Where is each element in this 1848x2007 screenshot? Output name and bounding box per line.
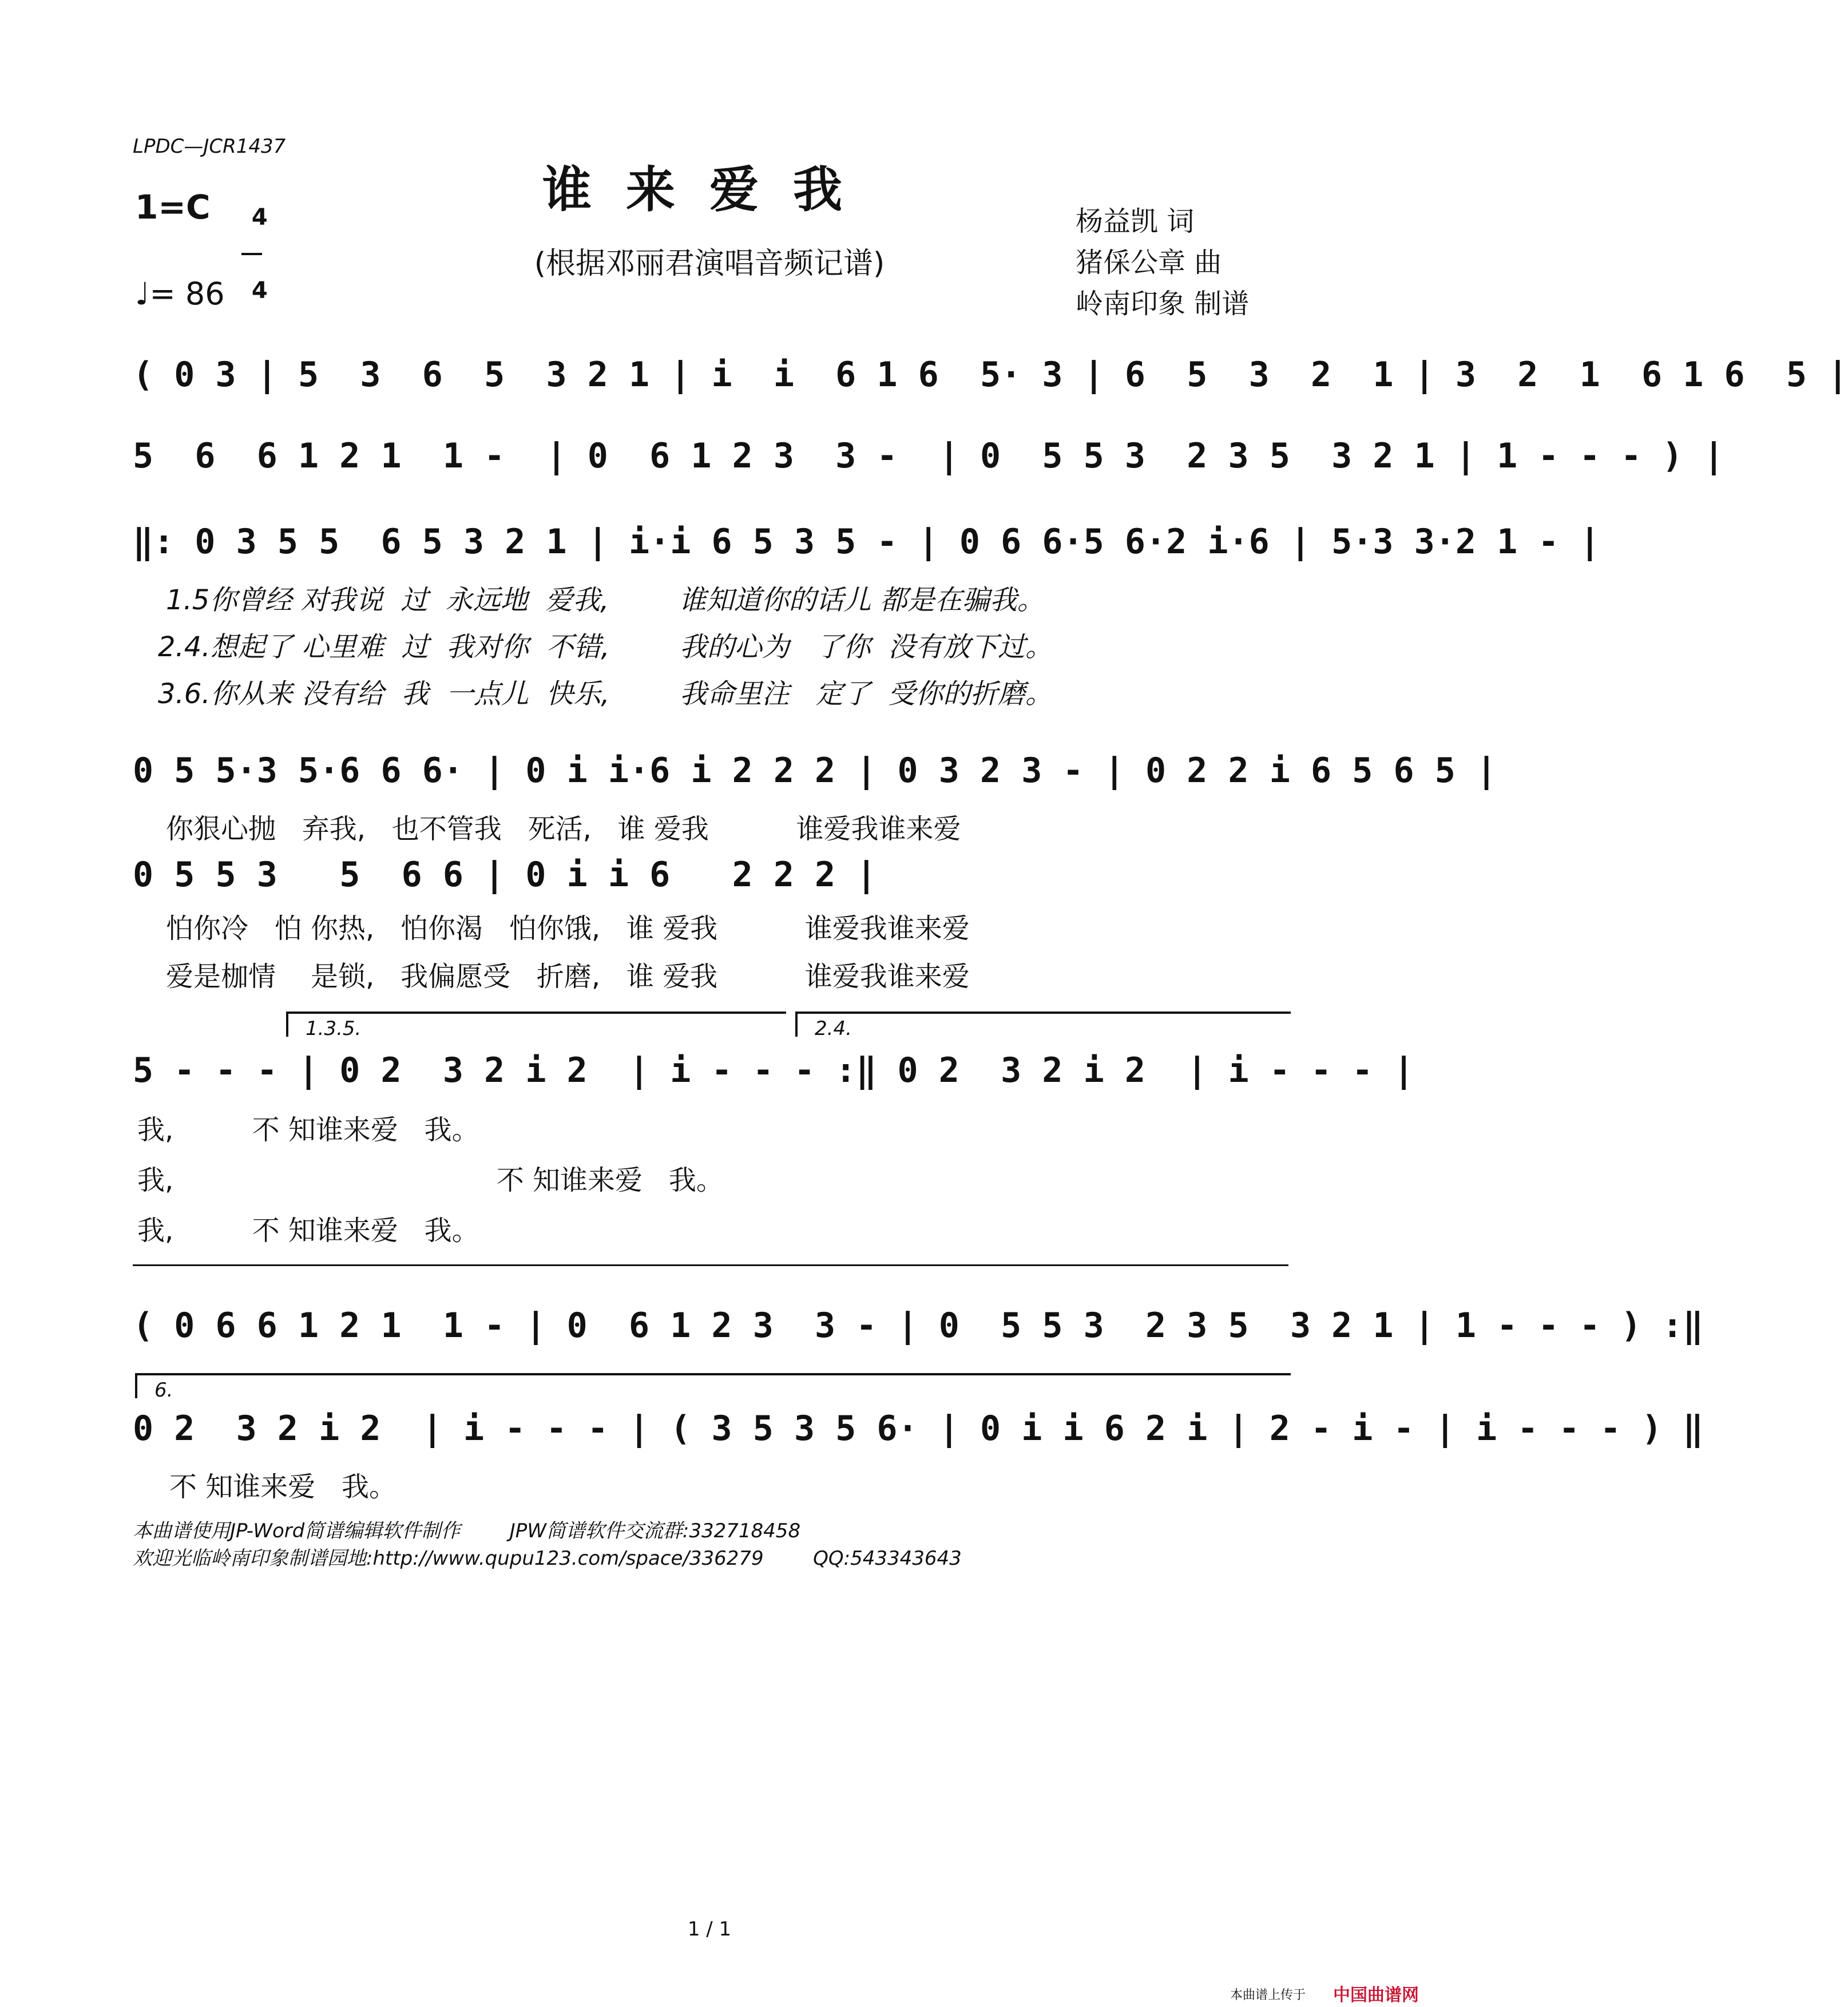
score-system-2: 5 6 6 1 2 1 1 - | 0 6 1 2 3 3 - | 0 5 5 3 2 3 5 3 2 1 | 1 - - - ) | bbox=[133, 436, 1724, 476]
lyricist-credit: 杨益凯 词 bbox=[1076, 205, 1195, 237]
arranger-credit: 岭南印象 制谱 bbox=[1076, 288, 1250, 320]
time-divider bbox=[241, 253, 262, 255]
score-system-8: 0 2 3 2 i 2 | i - - - | ( 3 5 3 5 6· | 0 i i 6 2 i | 2 - i - | i - - - ) ‖ bbox=[133, 1409, 1704, 1449]
volta-first-ending bbox=[286, 1012, 786, 1040]
page-number: 1 / 1 bbox=[687, 1918, 732, 1941]
site-logo: 中国曲谱网 bbox=[1333, 1985, 1419, 2005]
lyric-verse-2-4: 2.4.想起了 心里难 过 我对你 不错, 我的心为 了你 没有放下过。 bbox=[158, 631, 1053, 663]
key-signature: 1=C bbox=[135, 188, 211, 227]
lyric-verse-1-5: 1.5你曾经 对我说 过 永远地 爱我, 谁知道你的话儿 都是在骗我。 bbox=[166, 584, 1045, 616]
time-top: 4 bbox=[251, 204, 268, 231]
volta-sixth-label: 6. bbox=[154, 1379, 173, 1402]
lyric-chorus-line-1: 你狠心抛 弃我, 也不管我 死活, 谁 爱我 谁爱我谁来爱 bbox=[166, 813, 961, 845]
time-signature bbox=[236, 183, 268, 302]
volta-sixth-ending bbox=[135, 1373, 1291, 1402]
time-bottom: 4 bbox=[251, 277, 268, 304]
score-system-1: ( 0 3 | 5 3 6 5 3 2 1 | i i 6 1 6 5· 3 | 6 5 3 2 1 | 3 2 1 6 1 6 5 | bbox=[133, 355, 1848, 395]
volta-first-label: 1.3.5. bbox=[306, 1017, 362, 1040]
tempo-mark: ♩= 86 bbox=[135, 276, 225, 312]
lyric-ending-3: 我, 不 知谁来爱 我。 bbox=[137, 1215, 479, 1247]
score-system-7: ( 0 6 6 1 2 1 1 - | 0 6 1 2 3 3 - | 0 5 5 3 2 3 5 3 2 1 | 1 - - - ) :‖ bbox=[133, 1306, 1704, 1346]
song-title: 谁来爱我 bbox=[542, 161, 877, 219]
composer-credit: 猪倸公章 曲 bbox=[1076, 247, 1222, 279]
score-system-6: 5 - - - | 0 2 3 2 i 2 | i - - - :‖ 0 2 3 2 i 2 | i - - - | bbox=[133, 1050, 1414, 1090]
volta-second-ending bbox=[795, 1012, 1291, 1040]
lyric-chorus-line-2: 怕你冷 怕 你热, 怕你渴 怕你饿, 谁 爱我 谁爱我谁来爱 bbox=[166, 913, 970, 945]
score-code: LPDC—JCR1437 bbox=[133, 135, 286, 158]
score-system-5: 0 5 5 3 5 6 6 | 0 i i 6 2 2 2 | bbox=[133, 855, 877, 895]
lyric-ending-2: 我, 不 知谁来爱 我。 bbox=[137, 1164, 724, 1196]
footer-software-note: 本曲谱使用JP-Word简谱编辑软件制作 JPW简谱软件交流群:332718458 bbox=[133, 1520, 801, 1542]
footer-website-note: 欢迎光临岭南印象制谱园地:http://www.qupu123.com/space/336279 QQ:543343643 bbox=[133, 1547, 962, 1570]
subtitle: (根据邓丽君演唱音频记谱) bbox=[534, 247, 885, 281]
lyric-verse-3-6: 3.6.你从来 没有给 我 一点儿 快乐, 我命里注 定了 受你的折磨。 bbox=[158, 678, 1053, 710]
lyric-ending-1: 我, 不 知谁来爱 我。 bbox=[137, 1114, 479, 1146]
interlude-rule bbox=[133, 1264, 1288, 1266]
lyric-chorus-line-3: 爱是枷情 是锁, 我偏愿受 折磨, 谁 爱我 谁爱我谁来爱 bbox=[166, 961, 970, 993]
lyric-final: 不 知谁来爱 我。 bbox=[169, 1471, 397, 1503]
score-system-4: 0 5 5·3 5·6 6 6· | 0 i i·6 i 2 2 2 | 0 3 2 3 - | 0 2 2 i 6 5 6 5 | bbox=[133, 751, 1497, 791]
uploader-note: 本曲谱上传于 bbox=[1230, 1988, 1306, 2002]
score-system-3: ‖: 0 3 5 5 6 5 3 2 1 | i·i 6 5 3 5 - | 0 6 6·5 6·2 i·6 | 5·3 3·2 1 - | bbox=[133, 522, 1600, 562]
volta-second-label: 2.4. bbox=[815, 1017, 852, 1040]
